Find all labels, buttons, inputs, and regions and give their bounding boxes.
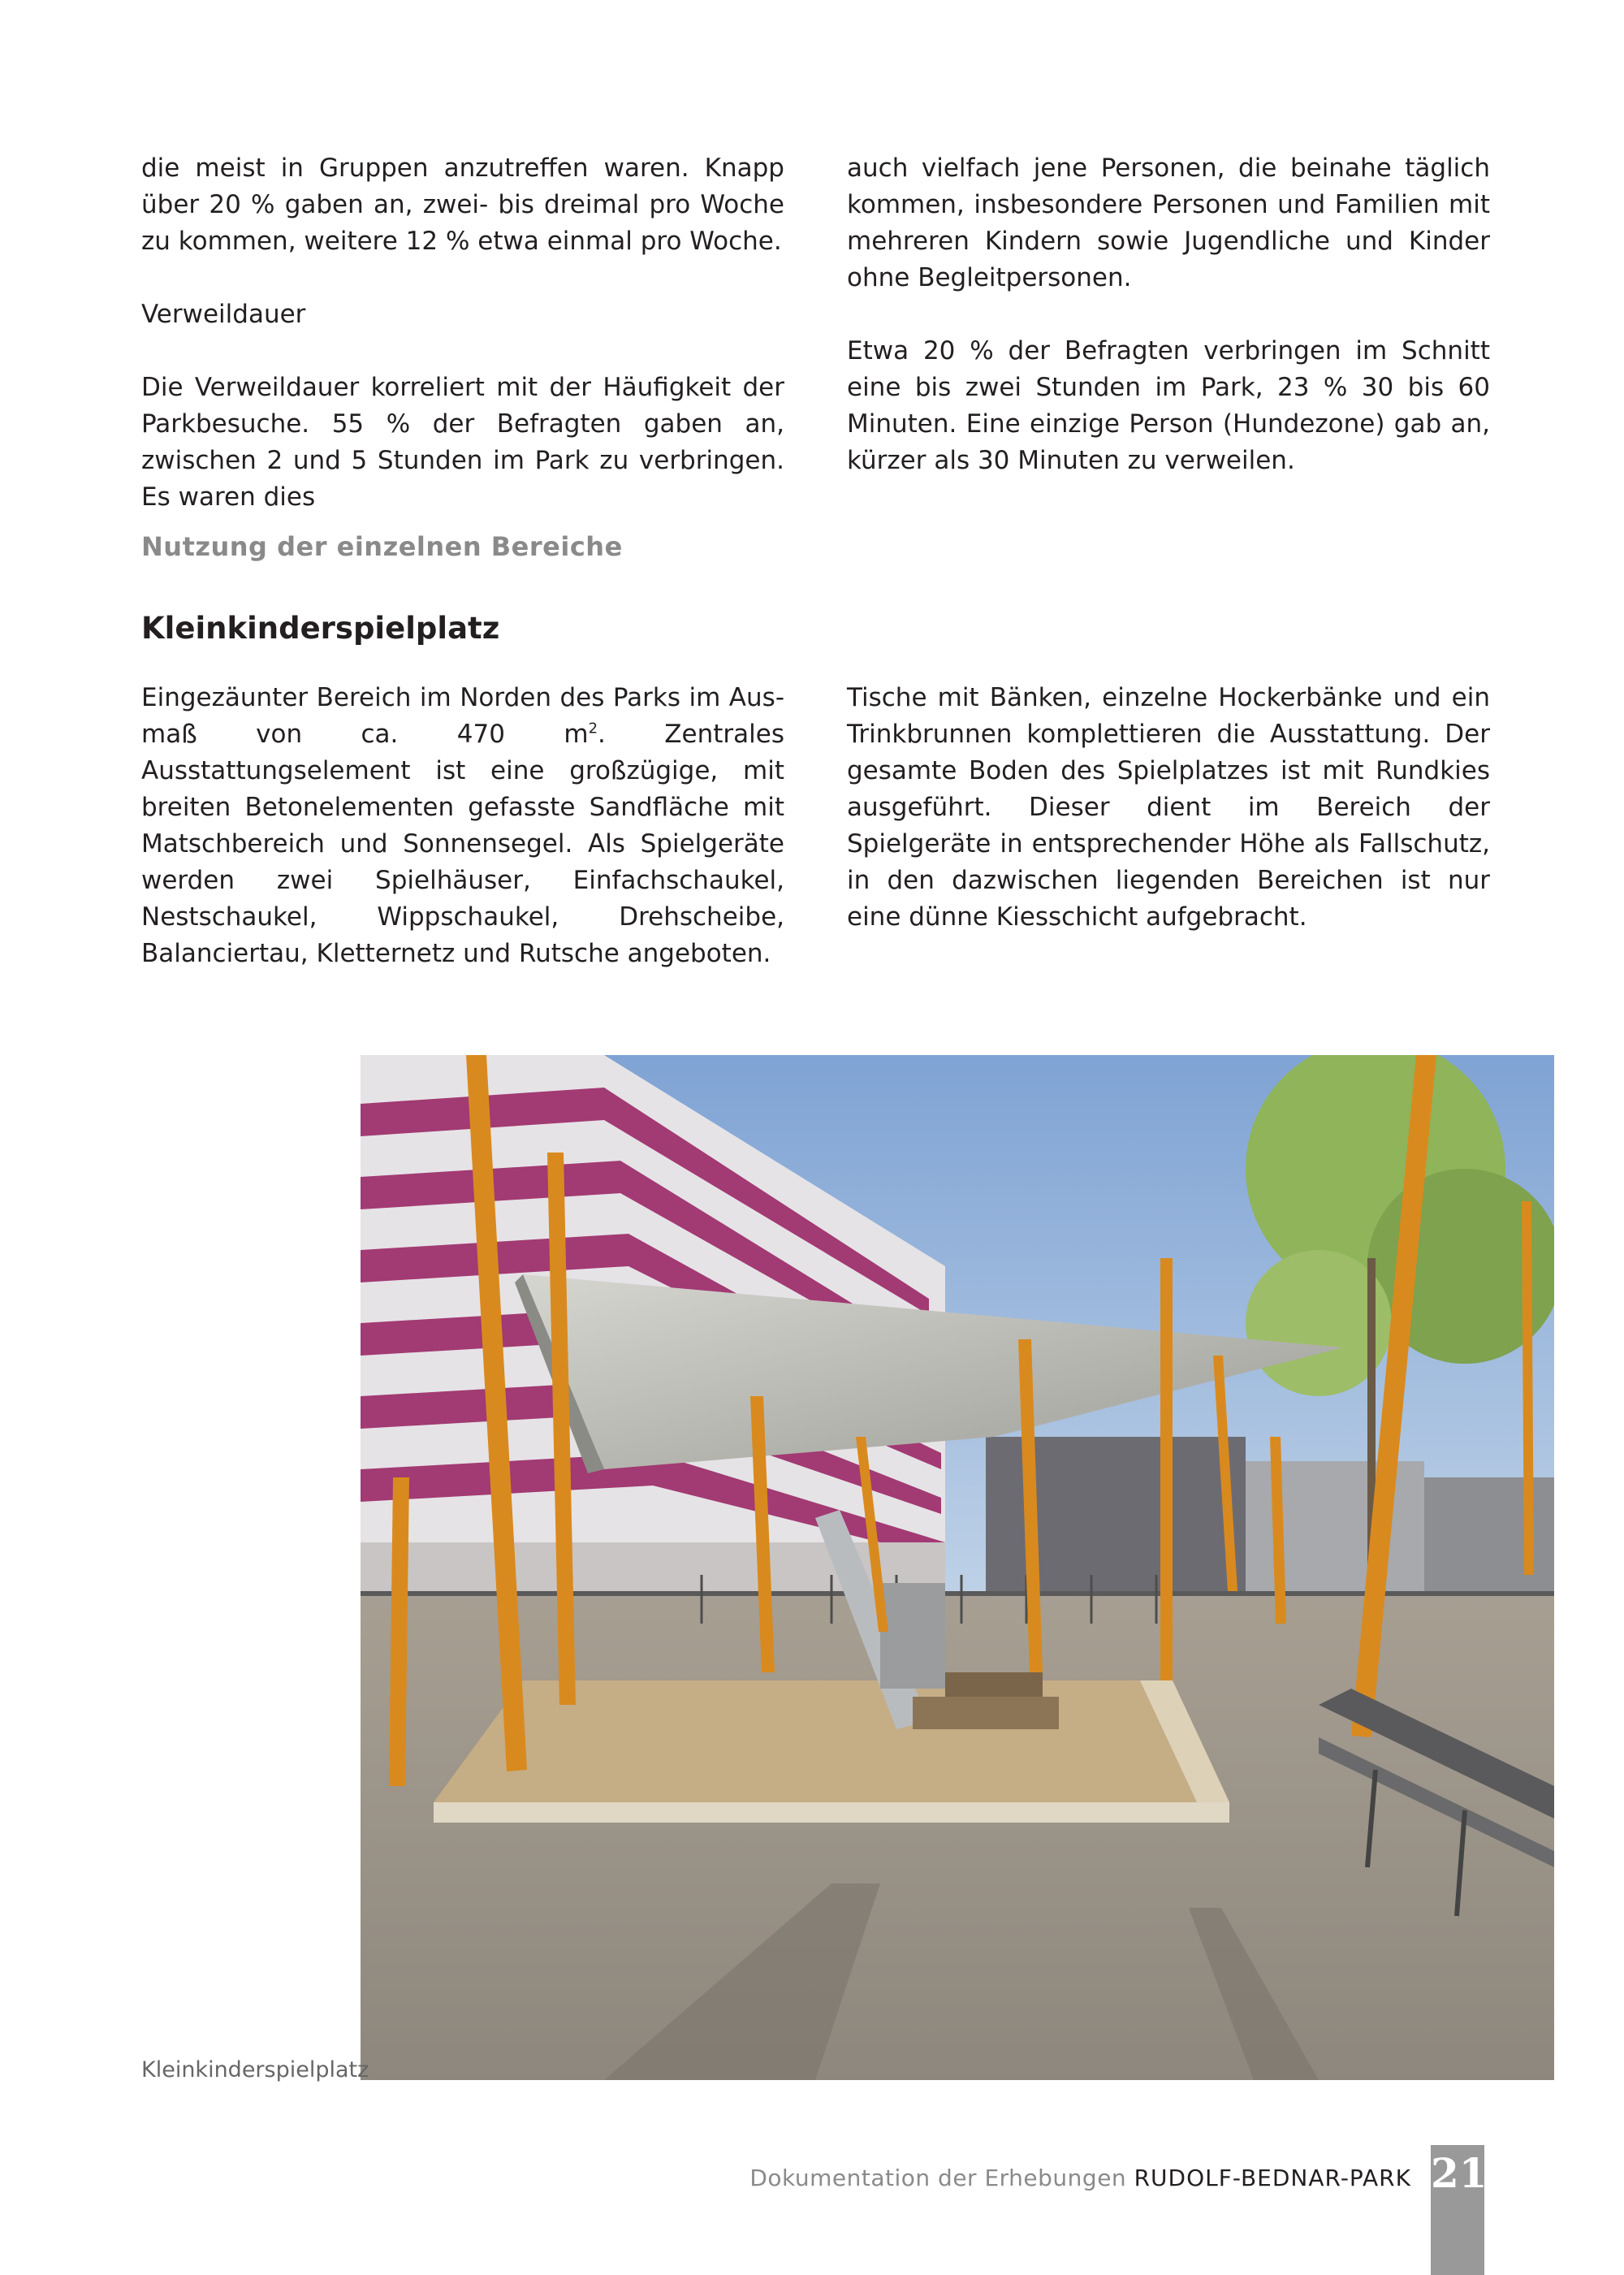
area-heading: Kleinkinderspielplatz <box>141 611 500 646</box>
top-right-column <box>847 150 1490 479</box>
footer-doc-label: Dokumentation der Erhebungen <box>749 2165 1127 2191</box>
text-after-superscript: . Zentrales Ausstattungselement ist eine großzügige, mit breiten Betonelementen gefasste Sandfläche mit Matschbereich und Sonnensegel. Als Spielgeräte werden zwei Spielhäuser, Einfachschaukel, Nestschaukel, Wippschaukel, Drehscheibe, Balanciertau, Kletternetz und Rutsche angeboten. <box>141 720 785 968</box>
paragraph-equipment: Tische mit Bänken, einzelne Hockerbänke und ein Trinkbrunnen komplettieren die Ausstattung. Der gesamte Boden des Spielplatzes ist mit Rundkies ausgeführt. Dieser dient im Bereich der Spielgeräte in entsprechender Höhe als Fallschutz, in den dazwischen liegenden Bereichen ist nur eine dünne Kiesschicht aufgebracht. <box>847 683 1490 932</box>
playground-photo-drawing <box>361 1055 1554 2080</box>
footer-park-name: RUDOLF-BEDNAR-PARK <box>1134 2165 1411 2191</box>
subheading-verweildauer: Verweildauer <box>141 300 306 329</box>
section-heading: Nutzung der einzelnen Bereiche <box>141 531 623 562</box>
paragraph-daily-visitors: auch vielfach jene Personen, die beinahe täglich kommen, insbesondere Personen und Familien mit mehreren Kindern sowie Jugendliche und Kinder ohne Begleitpersonen. <box>847 154 1490 292</box>
body-left-column <box>141 680 784 972</box>
superscript: 2 <box>588 720 598 737</box>
text-before-superscript: Eingezäunter Bereich im Norden des Parks im Ausmaß von ca. 470 m <box>141 683 784 749</box>
paragraph-visit-frequency: die meist in Gruppen anzutreffen waren. Knapp über 20 % gaben an, zwei- bis dreimal pro Woche zu kommen, weitere 12 % etwa einmal pro Woche. <box>141 154 784 256</box>
body-right-column <box>847 680 1490 936</box>
top-left-column <box>141 150 784 516</box>
paragraph-duration: Die Verweildauer korreliert mit der Häufigkeit der Parkbesuche. 55 % der Befragten gaben an, zwischen 2 und 5 Stunden im Park zu verbringen. Es waren dies <box>141 373 784 512</box>
photo-caption: Kleinkinderspielplatz <box>141 2057 369 2083</box>
paragraph-duration-stats: Etwa 20 % der Befragten verbringen im Schnitt eine bis zwei Stunden im Park, 23 % 30 bis 60 Minuten. Eine einzige Person (Hundezone) gab an, kürzer als 30 Minuten zu verweilen. <box>847 336 1490 475</box>
footer-title <box>749 2165 1411 2191</box>
page-number: 21 <box>1431 2149 1488 2197</box>
page-number-tab <box>1431 2145 1488 2275</box>
paragraph-playground-description <box>141 680 784 972</box>
playground-photo <box>361 1055 1554 2080</box>
